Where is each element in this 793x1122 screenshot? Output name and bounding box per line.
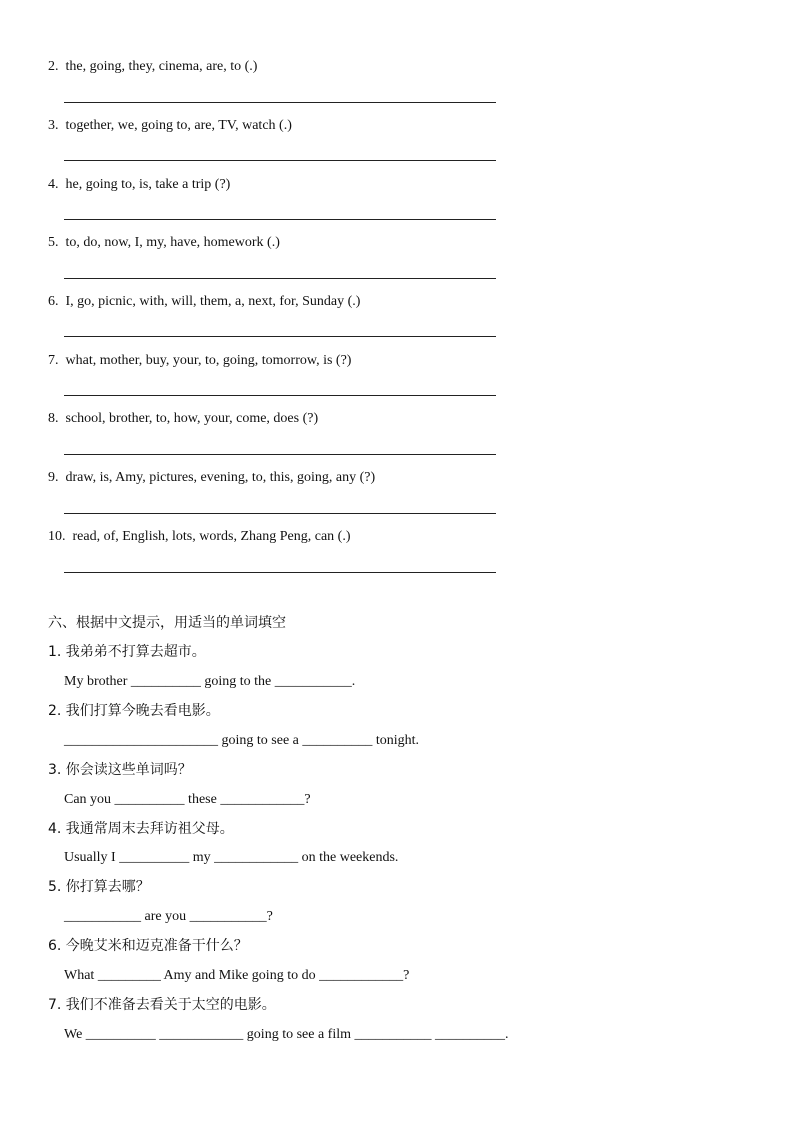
cn-prompt-5: 5. 你打算去哪？ (48, 879, 150, 895)
answer-line (64, 454, 496, 455)
answer-line (64, 395, 496, 396)
question-6: 6. I, go, picnic, with, will, them, a, next, for, Sunday (.) (48, 294, 361, 309)
answer-line (64, 336, 496, 337)
fill-sentence-7: We __________ ____________ going to see a film ___________ __________. (64, 1027, 509, 1042)
answer-line (64, 513, 496, 514)
cn-prompt-1: 1. 我弟弟不打算去超市。 (48, 644, 206, 660)
cn-prompt-4: 4. 我通常周末去拜访祖父母。 (48, 821, 234, 837)
cn-prompt-3: 3. 你会读这些单词吗？ (48, 762, 192, 778)
question-10: 10. read, of, English, lots, words, Zhang Peng, can (.) (48, 529, 351, 544)
cn-prompt-6: 6. 今晚艾米和迈克准备干什么？ (48, 938, 248, 954)
question-8: 8. school, brother, to, how, your, come, does (?) (48, 411, 319, 426)
question-7: 7. what, mother, buy, your, to, going, tomorrow, is (?) (48, 353, 352, 368)
answer-line (64, 278, 496, 279)
fill-sentence-2: ______________________ going to see a __________ tonight. (64, 733, 420, 748)
question-5: 5. to, do, now, I, my, have, homework (.) (48, 235, 280, 250)
question-9: 9. draw, is, Amy, pictures, evening, to, this, going, any (?) (48, 470, 376, 485)
fill-sentence-3: Can you __________ these ____________? (64, 792, 311, 807)
fill-sentence-1: My brother __________ going to the ___________. (64, 674, 356, 689)
cn-prompt-2: 2. 我们打算今晚去看电影。 (48, 703, 220, 719)
question-2: 2. the, going, they, cinema, are, to (.) (48, 59, 258, 74)
question-3: 3. together, we, going to, are, TV, watch (.) (48, 118, 292, 133)
fill-sentence-4: Usually I __________ my ____________ on the weekends. (64, 850, 399, 865)
section-title: 六、根据中文提示，用适当的单词填空 (48, 615, 286, 631)
answer-line (64, 102, 496, 103)
answer-line (64, 219, 496, 220)
answer-line (64, 572, 496, 573)
fill-sentence-5: ___________ are you ___________? (64, 909, 273, 924)
answer-line (64, 160, 496, 161)
fill-sentence-6: What _________ Amy and Mike going to do ____________? (64, 968, 410, 983)
cn-prompt-7: 7. 我们不准备去看关于太空的电影。 (48, 997, 276, 1013)
question-4: 4. he, going to, is, take a trip (?) (48, 177, 231, 192)
